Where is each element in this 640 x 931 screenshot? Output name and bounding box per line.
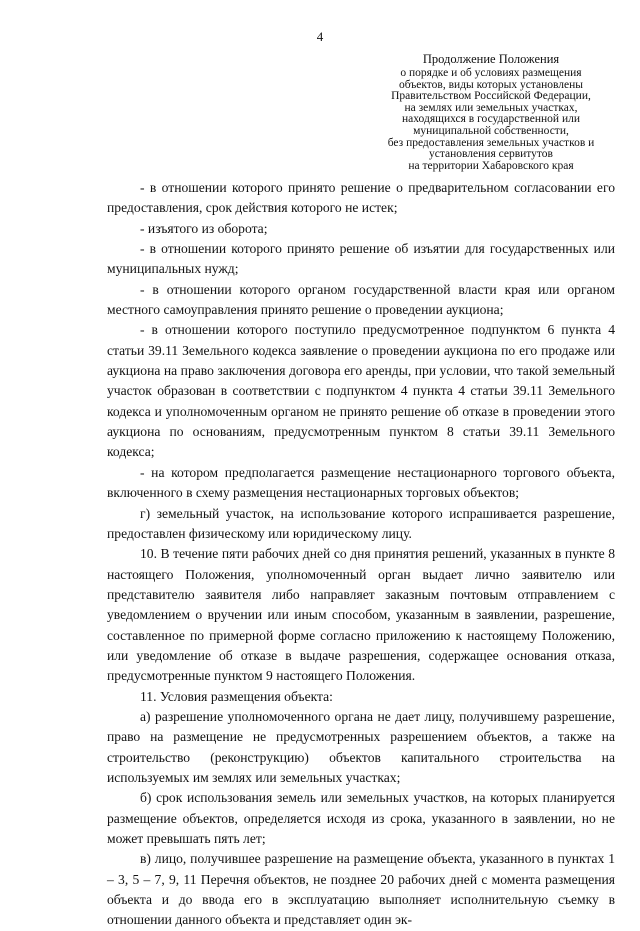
body-paragraph: - в отношении которого поступило предусмотренное подпунктом 6 пункта 4 статьи 39.11 Земельного кодекса заявление о проведении аукциона по его продаже или аукциона на право заключения договора его аренды, при условии, что такой земельный участок образован в соответствии с подпунктом 4 пункта 4 статьи 39.11 Земельного кодекса и уполномоченным органом не принято решение об отказе в проведении этого аукциона по основаниям, предусмотренным пунктом 8 статьи 39.11 Земельного кодекса; xyxy=(107,322,615,460)
body-paragraph: 10. В течение пяти рабочих дней со дня принятия решений, указанных в пункте 8 настоящего Положения, уполномоченный орган выдает лично заявителю или представителю заявителя либо направляет заказным почтовым отправлением с уведомлением о вручении или иным способом, указанным в заявлении, разрешение, составленное по примерной форме согласно приложению к настоящему Положению, или уведомление об отказе в выдаче разрешения, содержащее основания отказа, предусмотренные пунктом 9 настоящего Положения. xyxy=(107,546,615,684)
body-paragraph: - изъятого из оборота; xyxy=(140,220,268,236)
body-paragraph: б) срок использования земель или земельных участков, на которых планируется размещение объектов, определяется исходя из срока, указанного в заявлении, но не может превышать пять лет; xyxy=(107,790,615,846)
page-number: 4 xyxy=(316,29,324,44)
header-line: без предоставления земельных участков и xyxy=(387,136,595,149)
header-title: Продолжение Положения xyxy=(422,52,560,66)
document-header xyxy=(360,52,622,172)
header-line: Правительством Российской Федерации, xyxy=(391,90,591,103)
body-paragraph: а) разрешение уполномоченного органа не дает лицу, получившему разрешение, право на размещение не предусмотренных разрешением объектов, а также на строительство (реконструкцию) объектов капитального строительства на используемых им землях или земельных участках; xyxy=(107,708,615,785)
document-body xyxy=(107,178,615,931)
header-line: объектов, виды которых установлены xyxy=(399,78,583,91)
body-paragraph: 11. Условия размещения объекта: xyxy=(140,688,333,704)
body-paragraph: в) лицо, получившее разрешение на размещение объекта, указанного в пунктах 1 – 3, 5 – 7, 9, 11 Перечня объектов, не позднее 20 рабочих дней с момента размещения объекта и до ввода его в эксплуатацию выполняет исполнительную съемку в отношении данного объекта и представляет один эк- xyxy=(107,851,615,928)
body-paragraph: - в отношении которого принято решение об изъятии для государственных или муниципальных нужд; xyxy=(107,241,615,277)
body-paragraph: - в отношении которого принято решение о предварительном согласовании его предоставления, срок действия которого не истек; xyxy=(107,180,615,216)
header-line: на территории Хабаровского края xyxy=(408,159,574,172)
body-paragraph: - на котором предполагается размещение нестационарного торгового объекта, включенного в схему размещения нестационарных торговых объектов; xyxy=(107,464,615,501)
header-line: о порядке и об условиях размещения xyxy=(400,67,582,79)
header-line: на землях или земельных участках, xyxy=(404,101,578,114)
header-line: муниципальной собственности, xyxy=(413,124,569,137)
header-line: находящихся в государственной или xyxy=(401,113,580,126)
body-paragraph: г) земельный участок, на использование которого испрашивается разрешение, предоставлен физическому или юридическому лицу. xyxy=(107,505,615,541)
header-line: установления сервитутов xyxy=(429,148,553,161)
body-paragraph: - в отношении которого органом государственной власти края или органом местного самоуправления принято решение о проведении аукциона; xyxy=(107,281,615,318)
